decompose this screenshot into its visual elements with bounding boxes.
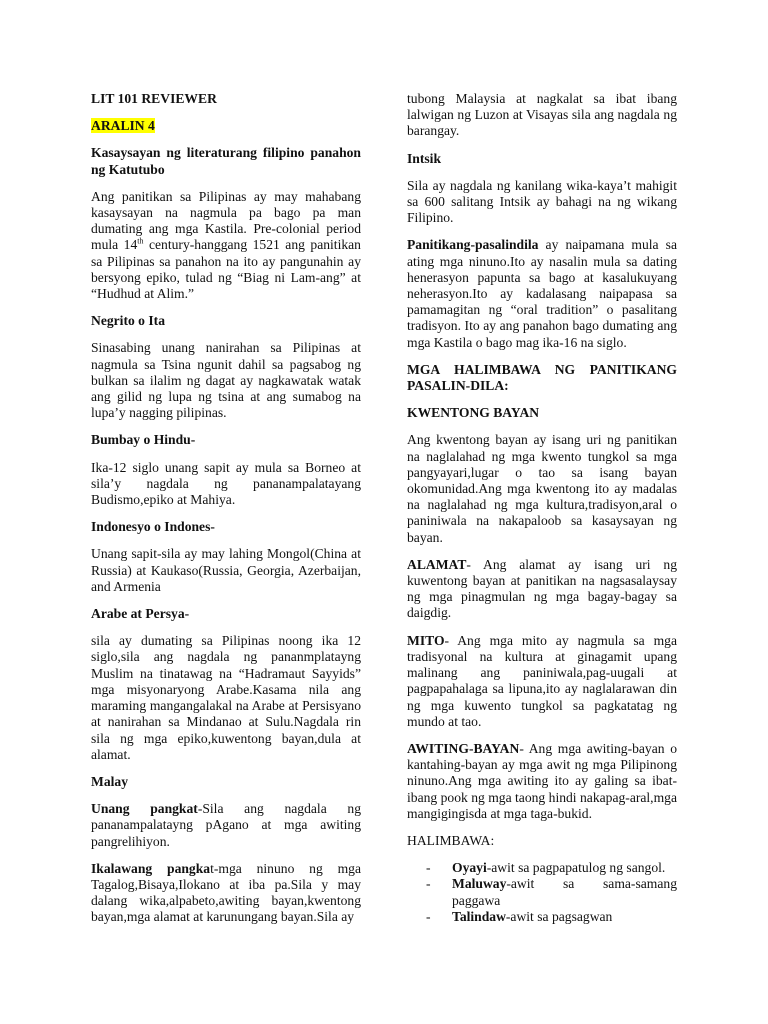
awiting-bayan-text: - Ang mga awiting-bayan o kantahing-bayan ay mga awit ng mga Pilipinong ninuno.Ang mga awiting ito ay galing sa ibat-ibang pook ng mga taong hindi nakapag-aral,mga mangigingisda at mga taga-bukid. <box>407 740 677 821</box>
intro-text-a: Ang panitikan sa Pilipinas ay may mahabang kasaysayan na nagmula pa bago pa man dumating ang mga Kastila. Pre-colonial period mula 14 <box>91 188 361 253</box>
arabe-paragraph: sila ay dumating sa Pilipinas noong ika 12 siglo,sila ang nagdala ng pananmplatayng Muslim na tinatawag na “Hadramaut Sayyids” mga misyonaryong Arabe.Kasama nila ang maraming mangangalakal na Arabe at Persisyano at nanirahan sa Mindanao at Sulu.Nagdala rin sila ng mga epiko,kuwentong bayan,dula at alamat. <box>91 633 361 762</box>
list-item <box>407 909 677 925</box>
list-dash: - <box>426 860 431 876</box>
intro-paragraph <box>91 189 361 302</box>
example-desc: -awit sa pagpapatulog ng sangol. <box>486 860 666 876</box>
right-column <box>407 91 677 925</box>
bumbay-paragraph: Ika-12 siglo unang sapit ay mula sa Borneo at sila’y nagdala ng pananampalatayang Budismo,epiko at Mahiya. <box>91 459 361 508</box>
examples-list <box>407 860 677 925</box>
intsik-heading: Intsik <box>407 150 442 166</box>
mito-paragraph <box>407 633 677 730</box>
alamat-paragraph <box>407 557 677 622</box>
ikalawang-pangkat-paragraph <box>91 861 361 926</box>
list-dash: - <box>426 908 431 924</box>
indonesyo-paragraph: Unang sapit-sila ay may lahing Mongol(China at Russia) at Kaukaso(Russia, Georgia, Azerbaijan, and Armenia <box>91 546 361 594</box>
intro-text-b: century-hanggang 1521 ang panitikan sa Pilipinas sa panahon na ito ay pangunahin ay bersyong epiko, tulad ng “Biag ni Lam-ang” at “Hudhud at Alim.” <box>91 237 361 302</box>
document-title: LIT 101 REVIEWER <box>91 91 217 106</box>
pasalindila-paragraph <box>407 237 677 350</box>
kwentong-bayan-heading: KWENTONG BAYAN <box>407 405 540 421</box>
bumbay-heading: Bumbay o Hindu- <box>91 432 196 448</box>
unang-pangkat-text: -Sila ang nagdala ng pananampalatayng pAgano at mga awiting pangrelihiyon. <box>91 801 362 849</box>
kwentong-bayan-paragraph: Ang kwentong bayan ay isang uri ng panitikan na naglalahad ng mga kwento tungkol sa mga pangyayari,lugar o tao sa isang bayan okomunidad.Ang mga kwentong ito ay madalas na naglalahad ng mga kultura,tradisyon,aral o paniniwala na nakapaloob sa kasaysayan ng bayan. <box>407 432 677 545</box>
example-desc: -awit sa sama-samang paggawa <box>452 876 677 908</box>
pasalindila-label: Panitikang-pasalindila <box>407 237 539 253</box>
halimbawa-label: HALIMBAWA: <box>407 832 495 848</box>
example-term: Maluway <box>452 876 507 892</box>
left-column <box>91 91 361 937</box>
alamat-label: ALAMAT <box>407 556 467 572</box>
list-dash: - <box>426 876 431 892</box>
lesson-highlight: ARALIN 4 <box>91 118 155 134</box>
negrito-paragraph: Sinasabing unang nanirahan sa Pilipinas at nagmula sa Tsina ngunit dahil sa pagsabog ng bulkan sa ilalim ng dagat ay nagkawatak watak ang gilid ng lupa ng tsina at ang sumabog na lupa’y nagging pilipinas. <box>91 340 361 421</box>
negrito-heading: Negrito o Ita <box>91 313 165 329</box>
intsik-paragraph: Sila ay nagdala ng kanilang wika-kaya’t mahigit sa 600 salitang Intsik ay bahagi na ng wikang Filipino. <box>407 177 677 226</box>
unang-pangkat-paragraph <box>91 801 361 850</box>
intro-superscript: th <box>137 236 144 246</box>
unang-pangkat-label: Unang pangkat <box>91 801 198 817</box>
pasalindila-text: ay naipamana mula sa ating mga ninuno.Ito ay nasalin mula sa dating henerasyon papunta sa bago at kasalukuyang neherasyon.Ito ay kadalasang naipapasa sa pamamagitan ng “oral tradition” o pasalitang tradisyon. Ito ay ang panahon bago dumating ang mga Kastila o bago mag ika-16 na siglo. <box>407 237 677 350</box>
indonesyo-heading: Indonesyo o Indones- <box>91 519 215 535</box>
arabe-heading: Arabe at Persya- <box>91 606 190 622</box>
ikalawang-pangkat-label: Ikalawang pangka <box>91 860 211 876</box>
awiting-bayan-paragraph <box>407 741 677 822</box>
example-term: Oyayi <box>452 860 487 876</box>
section-heading: Kasaysayan ng literaturang filipino panahon ng Katutubo <box>91 145 361 177</box>
example-term: Talindaw <box>452 908 506 924</box>
malay-heading: Malay <box>91 773 128 789</box>
continued-paragraph: tubong Malaysia at nagkalat sa ibat ibang lalwigan ng Luzon at Visayas sila ang nagdala ng barangay. <box>407 91 677 139</box>
example-desc: -awit sa pagsagwan <box>505 908 613 924</box>
list-item <box>407 876 677 908</box>
ikalawang-pangkat-text: t-mga ninuno ng mga Tagalog,Bisaya,Ilokano at iba pa.Sila y may dalang wika,alpabeto,awiting bayan,kwentong bayan,mga alamat at karunungang bayan.Sila ay <box>91 860 361 925</box>
mito-text: - Ang mga mito ay nagmula sa mga tradisyonal na kultura at ginagamit upang malinang ang paniniwala,pag-uugali at pagpapahalaga sa lipuna,ito ay naglalarawan din ng mga kuwento tungkol sa pagkatatag ng mundo at tao. <box>407 632 677 729</box>
awiting-bayan-label: AWITING-BAYAN <box>407 740 520 756</box>
halimbawa-heading: MGA HALIMBAWA NG PANITIKANG PASALIN-DILA: <box>407 361 677 394</box>
list-item <box>407 860 677 876</box>
lesson-label <box>91 118 361 134</box>
alamat-text: - Ang alamat ay isang uri ng kuwentong bayan at panitikan na nagsasalaysay ng mga pinagmulan ng mga bagay-bagay sa daigdig. <box>407 556 677 621</box>
mito-label: MITO <box>407 632 445 648</box>
